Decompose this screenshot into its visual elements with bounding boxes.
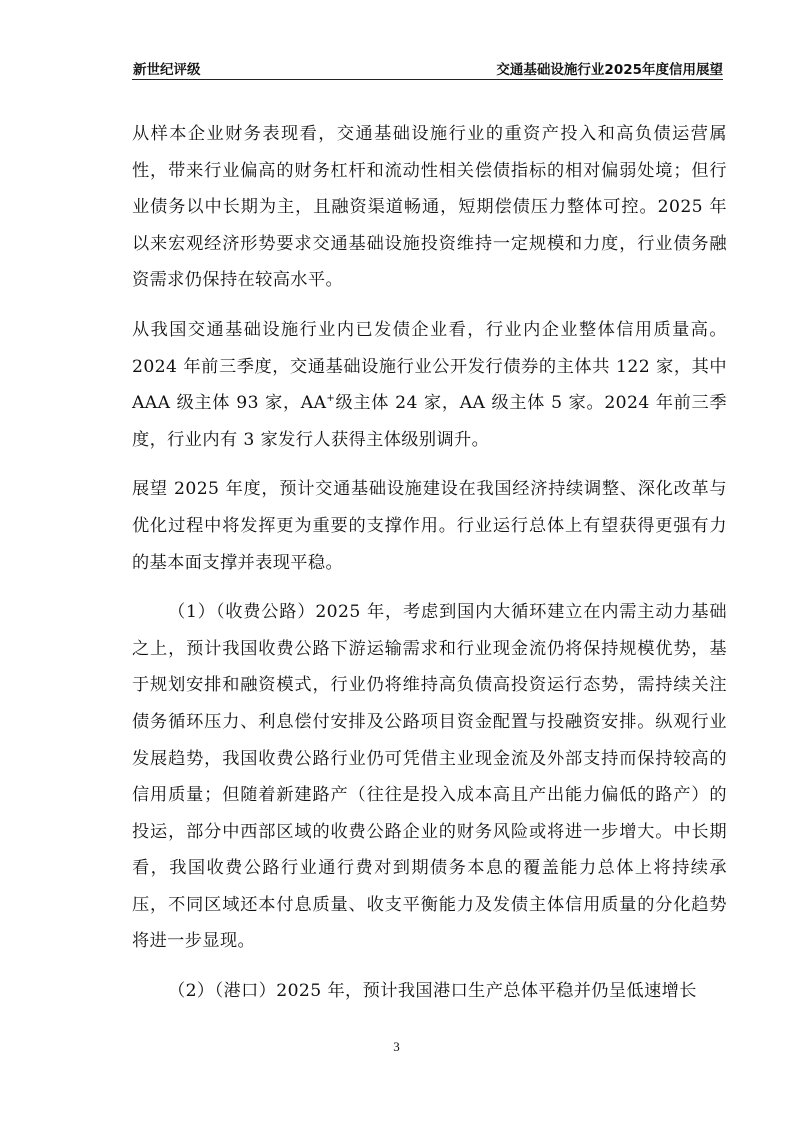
document-body xyxy=(132,116,727,1010)
rating-plus-sup: + xyxy=(326,393,336,405)
paragraph-financial-performance: 从样本企业财务表现看，交通基础设施行业的重资产投入和高负债运营属性，带来行业偏高的财务杠杆和流动性相关偿债指标的相对偏弱处境；但行业债务以中长期为主，且融资渠道畅通，短期偿债压力整体可控。2025 年以来宏观经济形势要求交通基础设施投资维持一定规模和力度，行业债务融资需求仍保持在较高水平。 xyxy=(132,124,727,291)
paragraph-issuer-overview xyxy=(132,312,727,458)
header-title: 交通基础设施行业2025年度信用展望 xyxy=(496,62,723,78)
paragraph-outlook: 展望 2025 年度，预计交通基础设施建设在我国经济持续调整、深化改革与优化过程中将发挥更为重要的支撑作用。行业运行总体上有望获得更强有力的基本面支撑并表现平稳。 xyxy=(132,479,727,573)
paragraph-ports: （2）（港口）2025 年，预计我国港口生产总体平稳并仍呈低速增长 xyxy=(168,981,697,1002)
page-number: 3 xyxy=(393,1039,400,1054)
paragraph-toll-roads: （1）（收费公路）2025 年，考虑到国内大循环建立在内需主动力基础之上，预计我国收费公路下游运输需求和行业现金流仍将保持规模优势，基于规划安排和融资模式，行业仍将维持高负债高投资运行态势，需持续关注债务循环压力、利息偿付安排及公路项目资金配置与投融资安排。纵观行业发展趋势，我国收费公路行业仍可凭借主业现金流及外部支持而保持较高的信用质量；但随着新建路产（往往是投入成本高且产出能力偏低的路产）的投运，部分中西部区域的收费公路企业的财务风险或将进一步增大。中长期看，我国收费公路行业通行费对到期债务本息的覆盖能力总体上将持续承压，不同区域还本付息质量、收支平衡能力及发债主体信用质量的分化趋势将进一步显现。 xyxy=(132,602,727,952)
issuer-text-part2: 级主体 24 家，AA 级主体 5 家。2024 年前三季度，行业内有 3 家发行人获得主体级别调升。 xyxy=(132,393,727,450)
issuer-text-part1: 从我国交通基础设施行业内已发债企业看，行业内企业整体信用质量高。2024 年前三季度，交通基础设施行业公开发行债券的主体共 122 家，其中 AAA 级主体 93 家，AA xyxy=(132,319,727,414)
page-header xyxy=(132,57,723,80)
header-org: 新世纪评级 xyxy=(133,62,201,78)
